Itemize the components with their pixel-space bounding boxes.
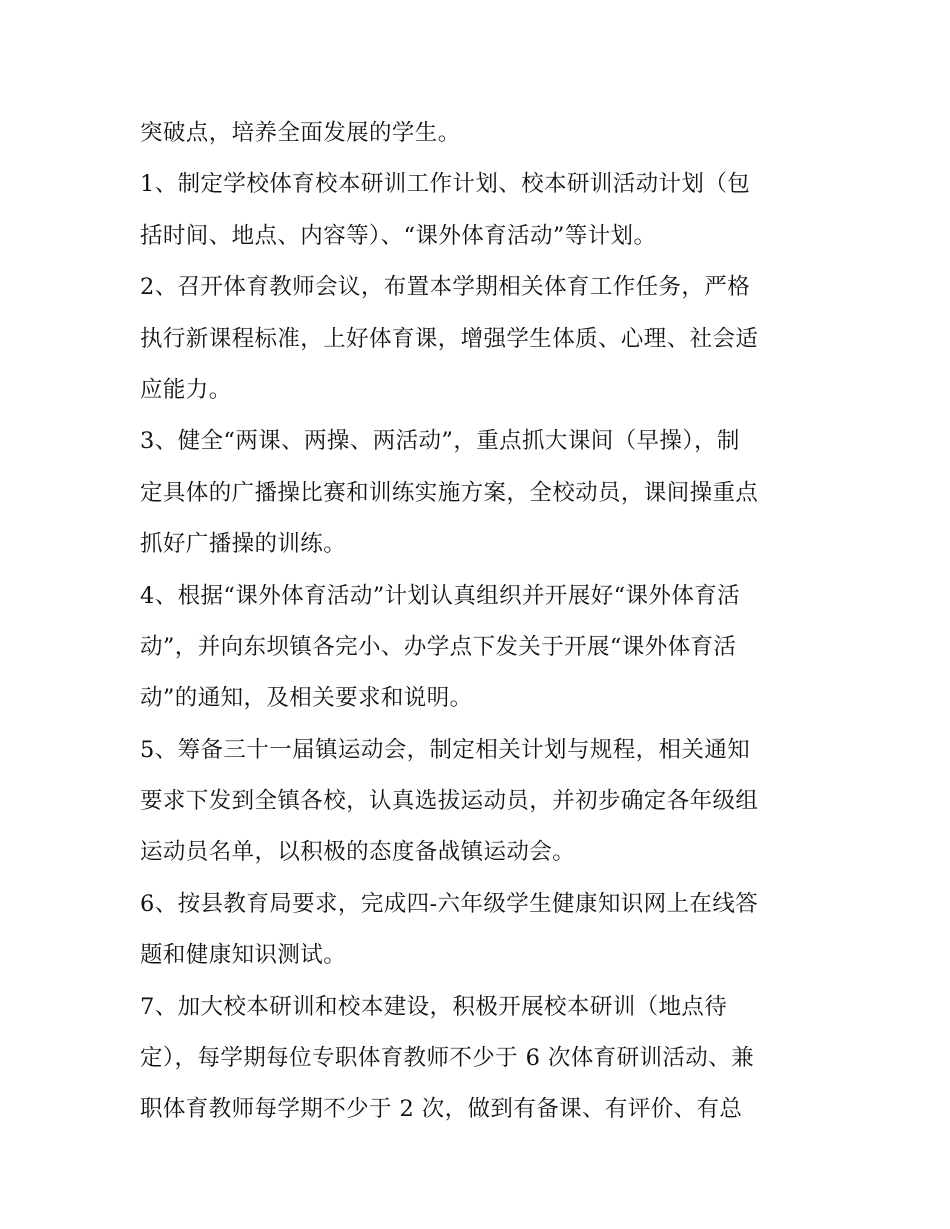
text-line: 职体育教师每学期不少于 2 次，做到有备课、有评价、有总 <box>140 1096 743 1123</box>
text-line: 定具体的广播操比赛和训练实施方案，全校动员，课间操重点 <box>140 479 759 506</box>
text-line: 1、制定学校体育校本研训工作计划、校本研训活动计划（包 <box>140 171 751 198</box>
text-line: 执行新课程标准，上好体育课，增强学生体质、心理、社会适 <box>140 325 759 352</box>
text-line: 5、筹备三十一届镇运动会，制定相关计划与规程，相关通知 <box>140 736 751 763</box>
text-line: 4、根据“课外体育活动”计划认真组织并开展好“课外体育活 <box>140 582 741 609</box>
text-line: 括时间、地点、内容等）、“课外体育活动”等计划。 <box>140 222 657 249</box>
text-line: 6、按县教育局要求，完成四-六年级学生健康知识网上在线答 <box>140 890 759 917</box>
text-line: 运动员名单，以积极的态度备战镇运动会。 <box>140 839 576 866</box>
text-line: 题和健康知识测试。 <box>140 942 347 969</box>
text-line: 突破点，培养全面发展的学生。 <box>140 120 461 146</box>
text-line: 动”的通知，及相关要求和说明。 <box>140 685 473 712</box>
text-line: 2、召开体育教师会议，布置本学期相关体育工作任务，严格 <box>140 274 751 301</box>
text-line: 3、健全“两课、两操、两活动”，重点抓大课间（早操），制 <box>140 428 740 455</box>
document-body <box>140 108 830 1136</box>
text-line: 要求下发到全镇各校，认真选拔运动员，并初步确定各年级组 <box>140 788 759 815</box>
text-line: 动”，并向东坝镇各完小、办学点下发关于开展“课外体育活 <box>140 633 737 660</box>
text-line: 抓好广播操的训练。 <box>140 531 347 558</box>
text-line: 定），每学期每位专职体育教师不少于 6 次体育研训活动、兼 <box>140 1045 754 1072</box>
text-line: 应能力。 <box>140 376 232 403</box>
text-line: 7、加大校本研训和校本建设，积极开展校本研训（地点待 <box>140 993 728 1020</box>
